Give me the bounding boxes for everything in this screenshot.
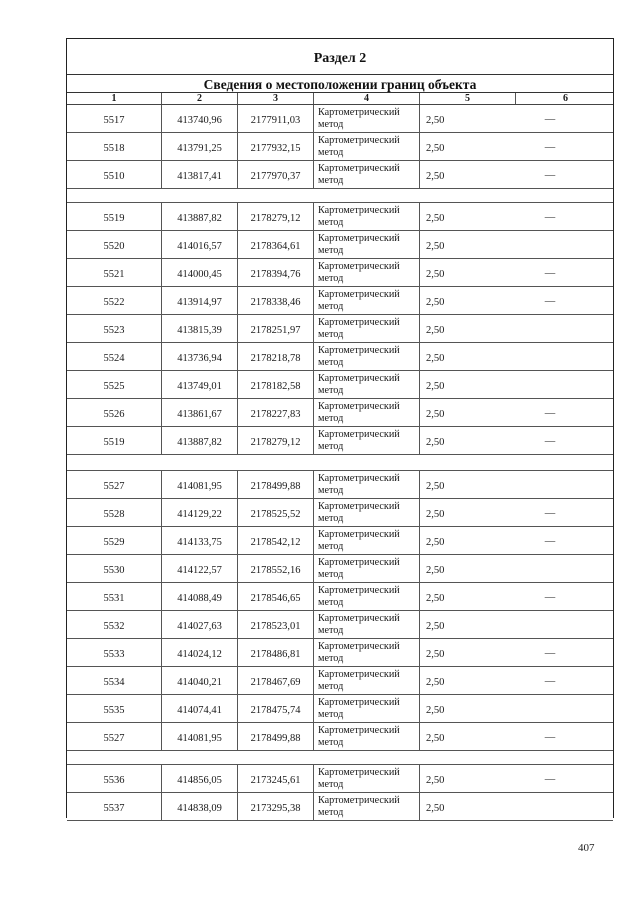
table-row	[67, 723, 613, 751]
document-frame	[66, 38, 614, 818]
accuracy-cell: 2,50	[419, 723, 515, 750]
header-col-3: 3	[237, 93, 313, 104]
y-coordinate-cell: 2178251,97	[237, 315, 313, 342]
point-number-cell: 5536	[103, 775, 125, 786]
y-coordinate-cell: 2178227,83	[237, 399, 313, 426]
point-number-cell: 5522	[103, 297, 125, 308]
table-row	[67, 203, 613, 231]
note-cell: —	[544, 676, 556, 687]
point-number-cell: 5527	[103, 481, 125, 492]
note-cell: —	[544, 142, 556, 153]
method-cell: Картометрический метод	[313, 399, 419, 426]
y-coordinate-cell: 2178486,81	[237, 639, 313, 666]
accuracy-cell: 2,50	[419, 527, 515, 554]
method-cell: Картометрический метод	[313, 343, 419, 370]
table-row	[67, 133, 613, 161]
y-coordinate-cell: 2178182,58	[237, 371, 313, 398]
accuracy-cell: 2,50	[419, 611, 515, 638]
point-number-cell: 5535	[103, 705, 125, 716]
point-number-cell: 5525	[103, 381, 125, 392]
x-coordinate-cell: 414000,45	[161, 259, 237, 286]
method-cell: Картометрический метод	[313, 105, 419, 132]
method-cell: Картометрический метод	[313, 471, 419, 498]
x-coordinate-cell: 413740,96	[161, 105, 237, 132]
method-cell: Картометрический метод	[313, 287, 419, 314]
header-col-1: 1	[111, 93, 117, 104]
table-body	[67, 105, 613, 821]
x-coordinate-cell: 414081,95	[161, 471, 237, 498]
method-cell: Картометрический метод	[313, 695, 419, 722]
table-row	[67, 231, 613, 259]
point-number-cell: 5526	[103, 409, 125, 420]
method-cell: Картометрический метод	[313, 723, 419, 750]
point-number-cell: 5529	[103, 537, 125, 548]
accuracy-cell: 2,50	[419, 105, 515, 132]
table-row	[67, 667, 613, 695]
y-coordinate-cell: 2178394,76	[237, 259, 313, 286]
note-cell	[515, 231, 615, 258]
point-number-cell: 5530	[103, 565, 125, 576]
y-coordinate-cell: 2178338,46	[237, 287, 313, 314]
table-row	[67, 343, 613, 371]
method-cell: Картометрический метод	[313, 555, 419, 582]
y-coordinate-cell: 2178218,78	[237, 343, 313, 370]
point-number-cell: 5524	[103, 353, 125, 364]
accuracy-cell: 2,50	[419, 259, 515, 286]
x-coordinate-cell: 413791,25	[161, 133, 237, 160]
x-coordinate-cell: 414838,09	[161, 793, 237, 820]
method-cell: Картометрический метод	[313, 611, 419, 638]
method-cell: Картометрический метод	[313, 793, 419, 820]
section-subtitle: Сведения о местоположении границ объекта	[67, 75, 613, 93]
table-separator-row	[67, 751, 613, 765]
x-coordinate-cell: 414856,05	[161, 765, 237, 792]
y-coordinate-cell: 2178467,69	[237, 667, 313, 694]
x-coordinate-cell: 413914,97	[161, 287, 237, 314]
x-coordinate-cell: 414088,49	[161, 583, 237, 610]
section-title: Раздел 2	[67, 39, 613, 75]
table-row	[67, 793, 613, 821]
table-row	[67, 315, 613, 343]
table-row	[67, 695, 613, 723]
table-header-row	[67, 93, 613, 105]
table-row	[67, 765, 613, 793]
point-number-cell: 5519	[103, 437, 125, 448]
note-cell: —	[544, 774, 556, 785]
method-cell: Картометрический метод	[313, 315, 419, 342]
accuracy-cell: 2,50	[419, 315, 515, 342]
x-coordinate-cell: 414024,12	[161, 639, 237, 666]
note-cell	[515, 555, 615, 582]
x-coordinate-cell: 414122,57	[161, 555, 237, 582]
note-cell	[515, 343, 615, 370]
accuracy-cell: 2,50	[419, 695, 515, 722]
accuracy-cell: 2,50	[419, 471, 515, 498]
header-col-6: 6	[515, 93, 615, 104]
note-cell	[515, 471, 615, 498]
y-coordinate-cell: 2178546,65	[237, 583, 313, 610]
point-number-cell: 5537	[103, 803, 125, 814]
boundary-coordinates-table	[67, 93, 613, 821]
y-coordinate-cell: 2178499,88	[237, 723, 313, 750]
note-cell: —	[544, 296, 556, 307]
y-coordinate-cell: 2173245,61	[237, 765, 313, 792]
point-number-cell: 5523	[103, 325, 125, 336]
point-number-cell: 5518	[103, 143, 125, 154]
point-number-cell: 5520	[103, 241, 125, 252]
method-cell: Картометрический метод	[313, 231, 419, 258]
accuracy-cell: 2,50	[419, 371, 515, 398]
point-number-cell: 5519	[103, 213, 125, 224]
y-coordinate-cell: 2178525,52	[237, 499, 313, 526]
accuracy-cell: 2,50	[419, 399, 515, 426]
note-cell	[515, 695, 615, 722]
note-cell: —	[544, 408, 556, 419]
accuracy-cell: 2,50	[419, 343, 515, 370]
table-row	[67, 555, 613, 583]
table-row	[67, 259, 613, 287]
header-col-5: 5	[419, 93, 515, 104]
x-coordinate-cell: 414081,95	[161, 723, 237, 750]
note-cell: —	[544, 536, 556, 547]
x-coordinate-cell: 414016,57	[161, 231, 237, 258]
note-cell: —	[544, 648, 556, 659]
table-row	[67, 499, 613, 527]
method-cell: Картометрический метод	[313, 427, 419, 454]
point-number-cell: 5510	[103, 171, 125, 182]
note-cell	[515, 611, 615, 638]
y-coordinate-cell: 2178475,74	[237, 695, 313, 722]
page-number: 407	[578, 842, 595, 854]
y-coordinate-cell: 2178499,88	[237, 471, 313, 498]
point-number-cell: 5517	[103, 115, 125, 126]
x-coordinate-cell: 413861,67	[161, 399, 237, 426]
y-coordinate-cell: 2177970,37	[237, 161, 313, 188]
accuracy-cell: 2,50	[419, 583, 515, 610]
table-row	[67, 105, 613, 133]
note-cell	[515, 315, 615, 342]
accuracy-cell: 2,50	[419, 793, 515, 820]
method-cell: Картометрический метод	[313, 527, 419, 554]
note-cell	[515, 371, 615, 398]
accuracy-cell: 2,50	[419, 499, 515, 526]
x-coordinate-cell: 414040,21	[161, 667, 237, 694]
table-row	[67, 399, 613, 427]
note-cell: —	[544, 268, 556, 279]
method-cell: Картометрический метод	[313, 499, 419, 526]
note-cell: —	[544, 114, 556, 125]
point-number-cell: 5533	[103, 649, 125, 660]
table-row	[67, 371, 613, 399]
method-cell: Картометрический метод	[313, 583, 419, 610]
note-cell: —	[544, 732, 556, 743]
x-coordinate-cell: 414133,75	[161, 527, 237, 554]
note-cell: —	[544, 592, 556, 603]
x-coordinate-cell: 413887,82	[161, 427, 237, 454]
y-coordinate-cell: 2178279,12	[237, 427, 313, 454]
accuracy-cell: 2,50	[419, 287, 515, 314]
note-cell: —	[544, 170, 556, 181]
method-cell: Картометрический метод	[313, 133, 419, 160]
y-coordinate-cell: 2177932,15	[237, 133, 313, 160]
table-row	[67, 639, 613, 667]
accuracy-cell: 2,50	[419, 203, 515, 230]
table-row	[67, 583, 613, 611]
note-cell: —	[544, 508, 556, 519]
accuracy-cell: 2,50	[419, 555, 515, 582]
method-cell: Картометрический метод	[313, 667, 419, 694]
y-coordinate-cell: 2178552,16	[237, 555, 313, 582]
point-number-cell: 5528	[103, 509, 125, 520]
method-cell: Картометрический метод	[313, 161, 419, 188]
x-coordinate-cell: 413736,94	[161, 343, 237, 370]
method-cell: Картометрический метод	[313, 203, 419, 230]
point-number-cell: 5534	[103, 677, 125, 688]
method-cell: Картометрический метод	[313, 371, 419, 398]
accuracy-cell: 2,50	[419, 161, 515, 188]
header-col-4: 4	[313, 93, 419, 104]
accuracy-cell: 2,50	[419, 231, 515, 258]
y-coordinate-cell: 2178542,12	[237, 527, 313, 554]
y-coordinate-cell: 2177911,03	[237, 105, 313, 132]
note-cell	[515, 793, 615, 820]
x-coordinate-cell: 414074,41	[161, 695, 237, 722]
y-coordinate-cell: 2178364,61	[237, 231, 313, 258]
method-cell: Картометрический метод	[313, 639, 419, 666]
point-number-cell: 5532	[103, 621, 125, 632]
note-cell: —	[544, 436, 556, 447]
x-coordinate-cell: 414129,22	[161, 499, 237, 526]
y-coordinate-cell: 2173295,38	[237, 793, 313, 820]
table-separator-row	[67, 189, 613, 203]
x-coordinate-cell: 413749,01	[161, 371, 237, 398]
method-cell: Картометрический метод	[313, 259, 419, 286]
x-coordinate-cell: 413887,82	[161, 203, 237, 230]
accuracy-cell: 2,50	[419, 427, 515, 454]
point-number-cell: 5527	[103, 733, 125, 744]
method-cell: Картометрический метод	[313, 765, 419, 792]
y-coordinate-cell: 2178279,12	[237, 203, 313, 230]
accuracy-cell: 2,50	[419, 667, 515, 694]
table-row	[67, 471, 613, 499]
x-coordinate-cell: 414027,63	[161, 611, 237, 638]
table-row	[67, 427, 613, 455]
table-row	[67, 287, 613, 315]
header-col-2: 2	[161, 93, 237, 104]
accuracy-cell: 2,50	[419, 639, 515, 666]
note-cell: —	[544, 212, 556, 223]
table-row	[67, 611, 613, 639]
accuracy-cell: 2,50	[419, 133, 515, 160]
x-coordinate-cell: 413815,39	[161, 315, 237, 342]
y-coordinate-cell: 2178523,01	[237, 611, 313, 638]
x-coordinate-cell: 413817,41	[161, 161, 237, 188]
accuracy-cell: 2,50	[419, 765, 515, 792]
table-row	[67, 161, 613, 189]
point-number-cell: 5531	[103, 593, 125, 604]
point-number-cell: 5521	[103, 269, 125, 280]
table-row	[67, 527, 613, 555]
table-separator-row	[67, 455, 613, 471]
